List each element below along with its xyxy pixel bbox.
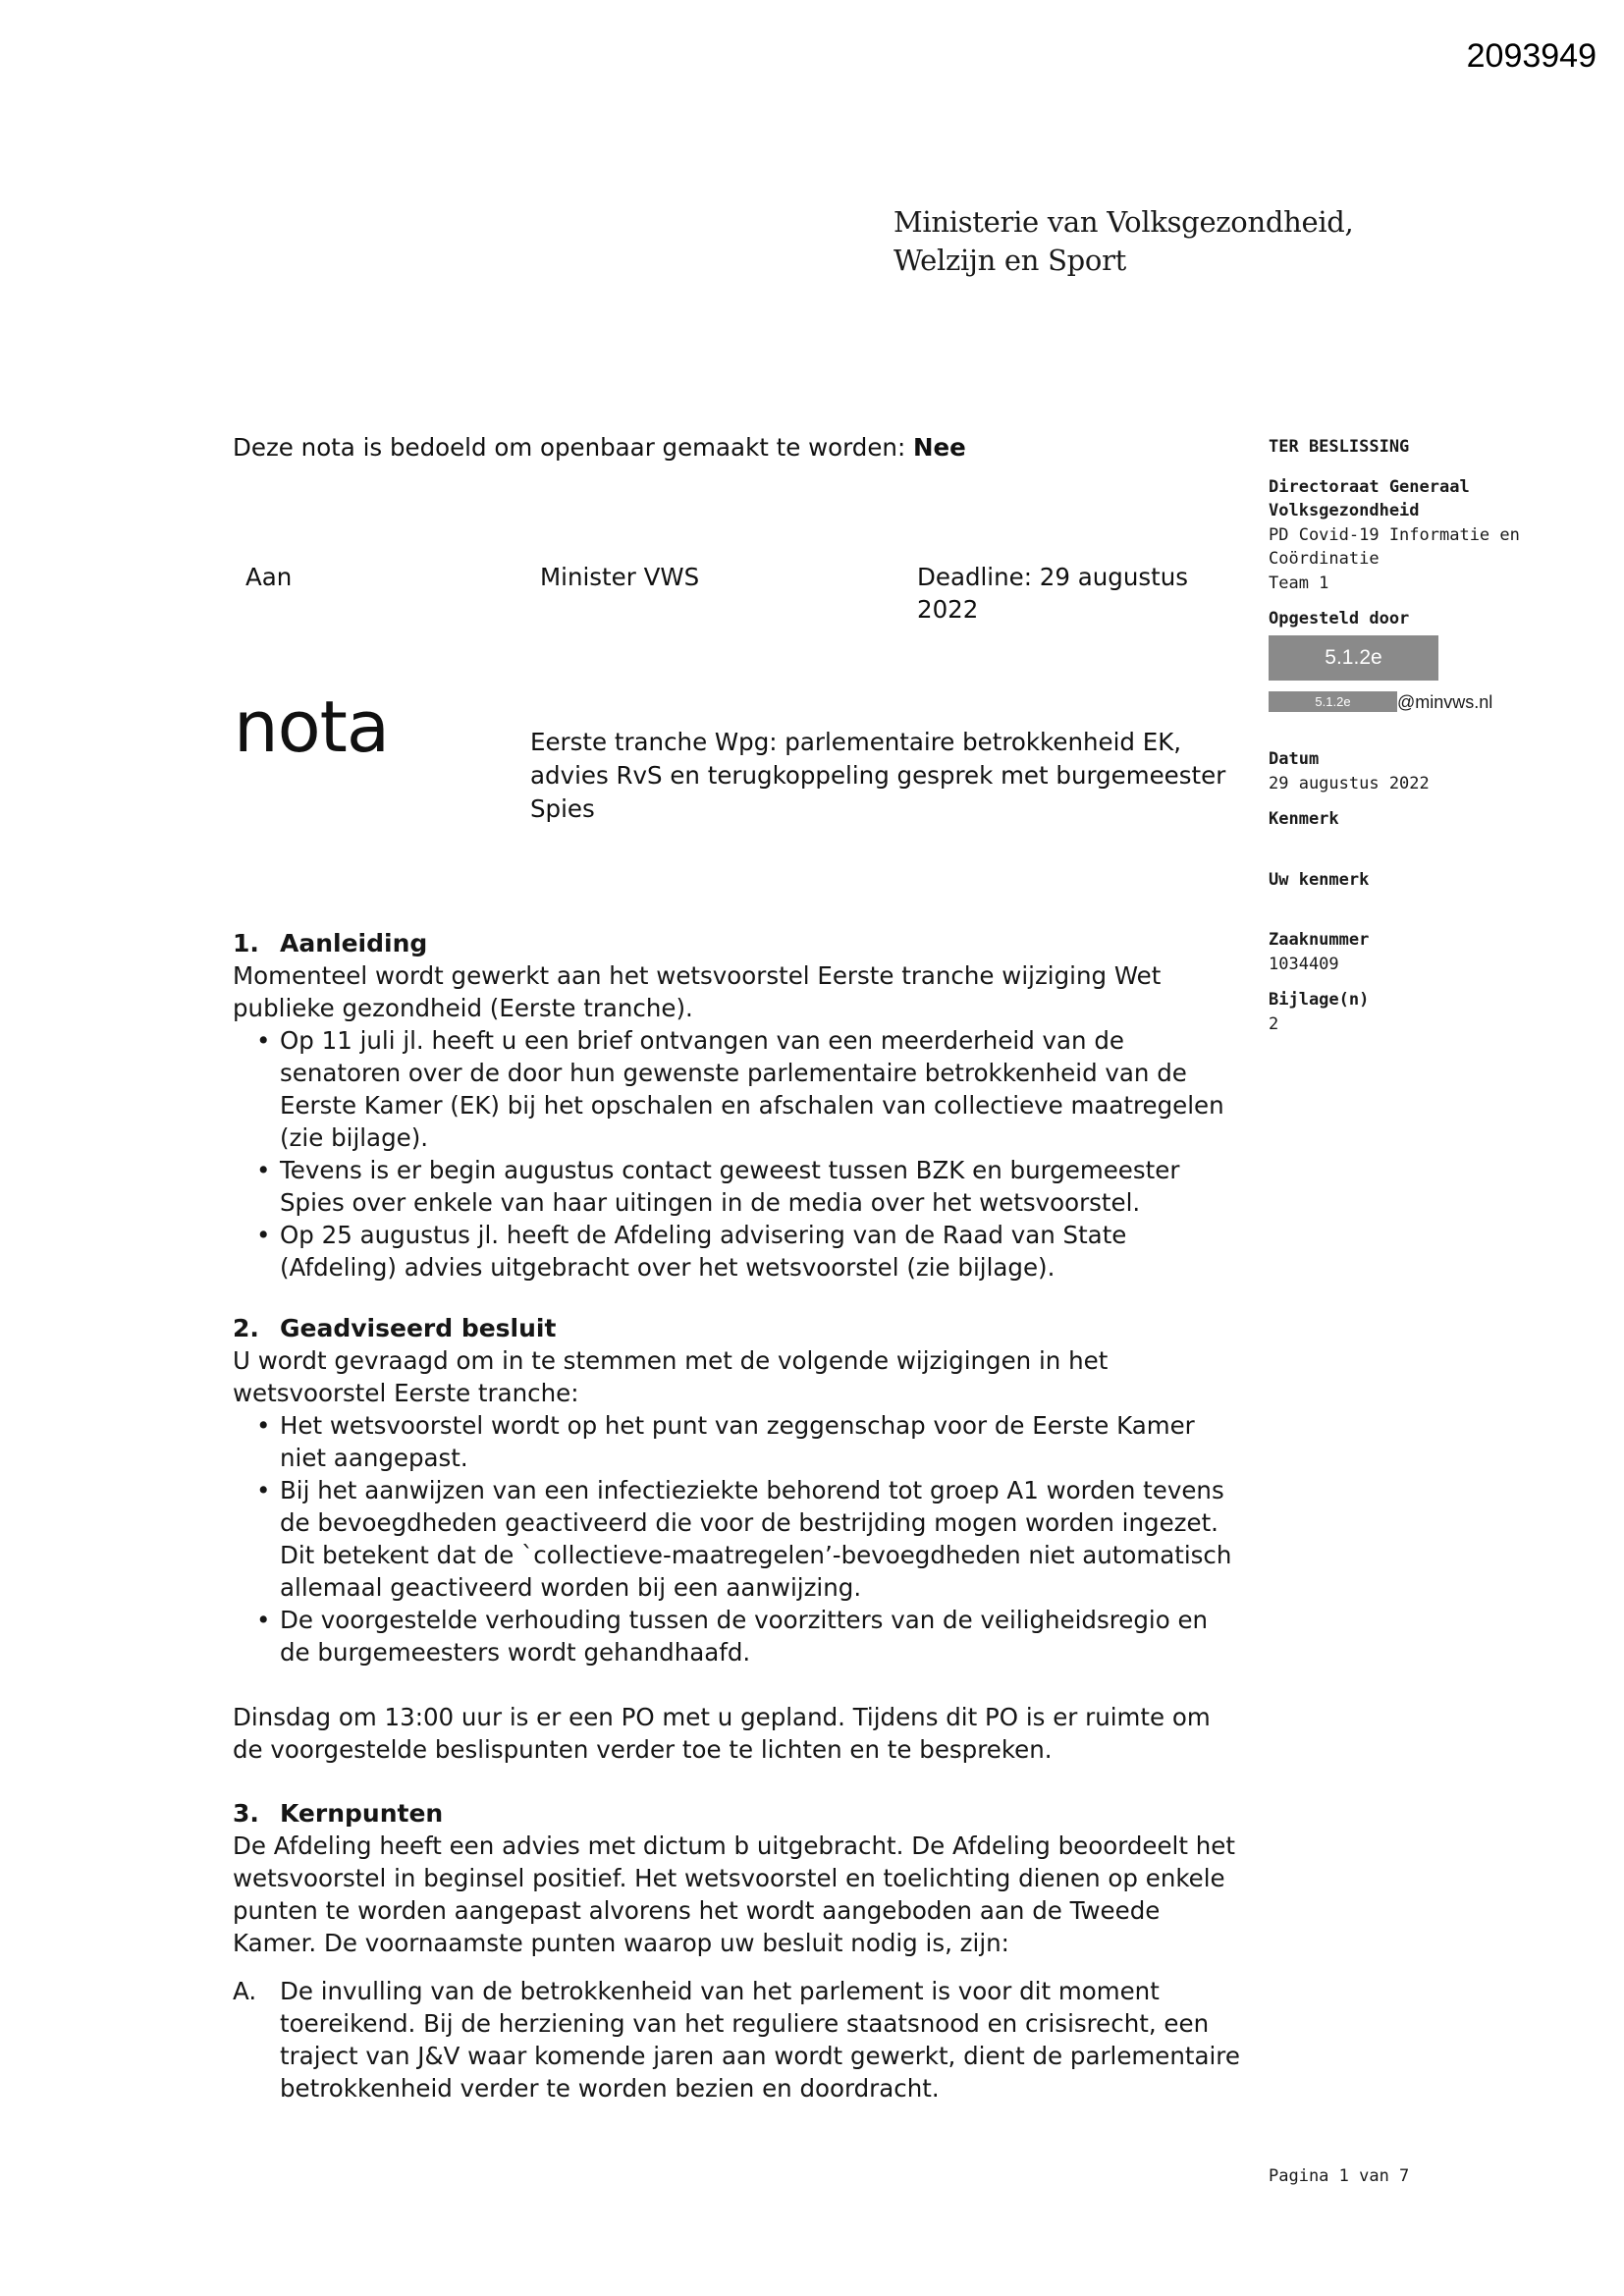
section-intro: Momenteel wordt gewerkt aan het wetsvoorstel Eerste tranche wijziging Wet publieke gezondheid (Eerste tranche). bbox=[233, 961, 1162, 1022]
bullet-icon: • bbox=[256, 1221, 271, 1249]
addressee-name: Minister VWS bbox=[540, 563, 700, 591]
list-item bbox=[233, 1024, 1244, 1154]
attachments-value: 2 bbox=[1269, 1013, 1279, 1034]
list-item bbox=[233, 1409, 1244, 1474]
section-closing: Dinsdag om 13:00 uur is er een PO met u gepland. Tijdens dit PO is er ruimte om de voorgestelde beslispunten verder toe te lichten en te bespreken. bbox=[233, 1703, 1211, 1764]
bullet-icon: • bbox=[256, 1411, 271, 1440]
list-item-text: De voorgestelde verhouding tussen de voorzitters van de veiligheidsregio en de burgemeesters wordt gehandhaafd. bbox=[280, 1606, 1209, 1667]
case-number-value: 1034409 bbox=[1269, 954, 1339, 974]
section-intro: U wordt gevraagd om in te stemmen met de volgende wijzigingen in het wetsvoorstel Eerste tranche: bbox=[233, 1346, 1109, 1407]
case-number-label: Zaaknummer bbox=[1269, 930, 1370, 951]
public-notice bbox=[233, 433, 966, 462]
list-item bbox=[233, 1219, 1244, 1284]
point-letter: A. bbox=[233, 1977, 257, 2005]
list-item-text: Tevens is er begin augustus contact geweest tussen BZK en burgemeester Spies over enkele van haar uitingen in de media over het wetsvoorstel. bbox=[280, 1156, 1180, 1217]
lettered-point-a bbox=[233, 1975, 1244, 2105]
section-heading bbox=[233, 1797, 1244, 1830]
decision-label: TER BESLISSING bbox=[1269, 437, 1410, 457]
section-title: Geadviseerd besluit bbox=[280, 1314, 557, 1342]
ministry-name-line-2: Welzijn en Sport bbox=[893, 244, 1126, 277]
public-notice-value: Nee bbox=[913, 433, 966, 462]
public-notice-label: Deze nota is bedoeld om openbaar gemaakt te worden: bbox=[233, 433, 906, 462]
page-number: Pagina 1 van 7 bbox=[1269, 2166, 1410, 2186]
prepared-by-label: Opgesteld door bbox=[1269, 609, 1410, 629]
nota-title: nota bbox=[234, 685, 390, 768]
deadline: Deadline: 29 augustus 2022 bbox=[917, 563, 1189, 624]
section-number: 1. bbox=[233, 929, 259, 957]
section-intro: De Afdeling heeft een advies met dictum b uitgebracht. De Afdeling beoordeelt het wetsvoorstel in beginsel positief. Het wetsvoorstel en toelichting dienen op enkele punten te worden aangepast alvorens het wordt aangeboden aan de Tweede Kamer. De voornaamste punten waarop uw besluit nodig is, zijn: bbox=[233, 1831, 1235, 1957]
addressee-label: Aan bbox=[245, 563, 293, 591]
section-heading bbox=[233, 927, 1244, 959]
list-item bbox=[233, 1154, 1244, 1219]
unit-line-2: Coördinatie bbox=[1269, 549, 1380, 569]
redaction-box: 5.1.2e bbox=[1269, 691, 1397, 712]
directorate-line-1: Directoraat Generaal bbox=[1269, 476, 1470, 497]
date-label: Datum bbox=[1269, 749, 1320, 770]
ministry-logo-text bbox=[893, 203, 1353, 280]
bullet-list bbox=[233, 1024, 1244, 1284]
list-item-text: Het wetsvoorstel wordt op het punt van zeggenschap voor de Eerste Kamer niet aangepast. bbox=[280, 1411, 1195, 1472]
list-item-text: Bij het aanwijzen van een infectieziekte behorend tot groep A1 worden tevens de bevoegdheden geactiveerd die voor de bestrijding mogen worden ingezet. Dit betekent dat de `collectieve-maatregelen’-bevoegdheden niet automatisch allemaal geactiveerd worden bij een aanwijzing. bbox=[280, 1476, 1232, 1602]
list-item bbox=[233, 1604, 1244, 1668]
section-title: Kernpunten bbox=[280, 1799, 444, 1828]
list-item-text: Op 11 juli jl. heeft u een brief ontvangen van een meerderheid van de senatoren over de door hun gewenste parlementaire betrokkenheid van de Eerste Kamer (EK) bij het opschalen en afschalen van collectieve maatregelen (zie bijlage). bbox=[280, 1026, 1224, 1152]
section-heading bbox=[233, 1312, 1244, 1344]
section-title: Aanleiding bbox=[280, 929, 428, 957]
section-kernpunten bbox=[233, 1797, 1244, 2105]
list-item bbox=[233, 1474, 1244, 1604]
section-geadviseerd-besluit bbox=[233, 1312, 1244, 1766]
unit-line-1: PD Covid-19 Informatie en bbox=[1269, 524, 1520, 545]
attachments-label: Bijlage(n) bbox=[1269, 990, 1370, 1011]
directorate-line-2: Volksgezondheid bbox=[1269, 501, 1420, 520]
your-reference-label: Uw kenmerk bbox=[1269, 869, 1370, 890]
email-address bbox=[1269, 690, 1534, 715]
bullet-icon: • bbox=[256, 1606, 271, 1634]
bullet-icon: • bbox=[256, 1026, 271, 1055]
subject: Eerste tranche Wpg: parlementaire betrokkenheid EK, advies RvS en terugkoppeling gesprek met burgemeester Spies bbox=[530, 728, 1226, 823]
reference-label: Kenmerk bbox=[1269, 809, 1339, 830]
bullet-icon: • bbox=[256, 1476, 271, 1504]
section-number: 2. bbox=[233, 1314, 259, 1342]
section-aanleiding bbox=[233, 927, 1244, 1284]
bullet-icon: • bbox=[256, 1156, 271, 1184]
ministry-name-line-1: Ministerie van Volksgezondheid, bbox=[893, 205, 1354, 239]
point-text: De invulling van de betrokkenheid van het parlement is voor dit moment toereikend. Bij de herziening van het reguliere staatsnood en crisisrecht, een traject van J&V waar komende jaren aan wordt gewerkt, dient de parlementaire betrokkenheid verder te worden bezien en doordracht. bbox=[280, 1977, 1240, 2103]
email-suffix: @minvws.nl bbox=[1397, 691, 1493, 712]
bullet-list bbox=[233, 1409, 1244, 1668]
redaction-box: 5.1.2e bbox=[1269, 635, 1438, 681]
list-item-text: Op 25 augustus jl. heeft de Afdeling advisering van de Raad van State (Afdeling) advies uitgebracht over het wetsvoorstel (zie bijlage). bbox=[280, 1221, 1127, 1282]
document-number: 2093949 bbox=[1466, 37, 1597, 75]
section-number: 3. bbox=[233, 1799, 259, 1828]
metadata-sidebar bbox=[1269, 435, 1534, 1036]
date-value: 29 augustus 2022 bbox=[1269, 773, 1430, 793]
team: Team 1 bbox=[1269, 573, 1329, 593]
